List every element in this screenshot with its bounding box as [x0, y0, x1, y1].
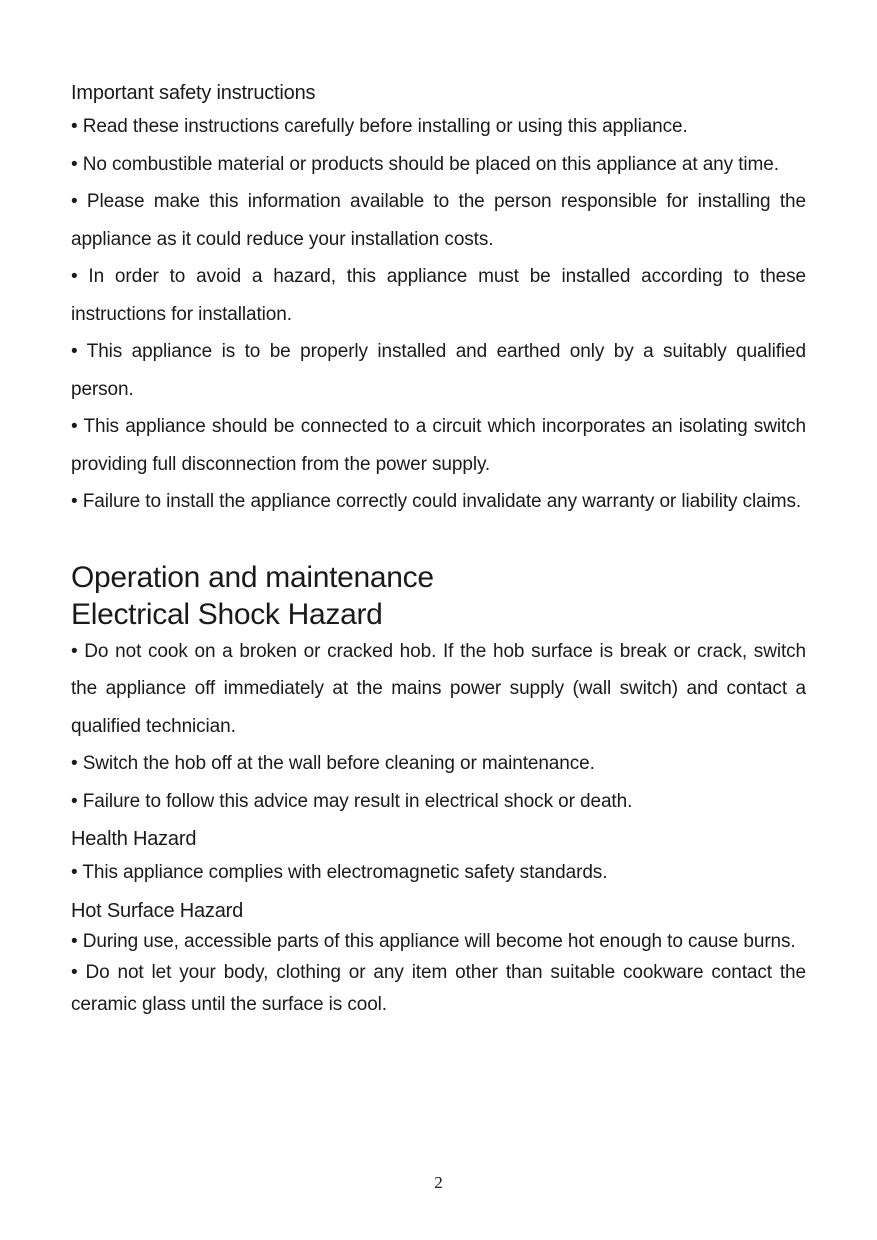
- safety-item-warranty: • Failure to install the appliance correctly could invalidate any warranty or liability claims.: [71, 491, 802, 512]
- safety-item-read: • Read these instructions carefully before installing or using this appliance.: [71, 116, 688, 137]
- safety-item-information: • Please make this information available to the person responsible for installing the appliance as it could reduce your installation costs.: [71, 191, 806, 250]
- health-item-electromagnetic: • This appliance complies with electromagnetic safety standards.: [71, 862, 608, 883]
- hot-surface-item-burns: • During use, accessible parts of this appliance will become hot enough to cause burns.: [71, 930, 796, 952]
- section-spacer: [71, 521, 806, 559]
- electrical-shock-heading: Electrical Shock Hazard: [71, 597, 383, 631]
- hot-surface-heading: Hot Surface Hazard: [71, 899, 244, 922]
- electrical-item-switch-off: • Switch the hob off at the wall before cleaning or maintenance.: [71, 753, 595, 774]
- safety-item-hazard-install: • In order to avoid a hazard, this appliance must be installed according to these instructions for installation.: [71, 266, 806, 325]
- health-hazard-heading: Health Hazard: [71, 828, 197, 850]
- document-page: [71, 78, 806, 1020]
- operation-maintenance-heading: Operation and maintenance: [71, 560, 434, 594]
- hot-surface-item-contact: • Do not let your body, clothing or any item other than suitable cookware contact the ceramic glass until the surface is cool.: [71, 962, 806, 1015]
- safety-instructions-heading: Important safety instructions: [71, 82, 316, 104]
- safety-item-qualified-person: • This appliance is to be properly installed and earthed only by a suitably qualified person.: [71, 341, 806, 400]
- safety-item-combustible: • No combustible material or products should be placed on this appliance at any time.: [71, 153, 779, 175]
- electrical-item-cracked-hob: • Do not cook on a broken or cracked hob. If the hob surface is break or crack, switch the appliance off immediately at the mains power supply (wall switch) and contact a qualified technician.: [71, 640, 806, 737]
- page-number: 2: [434, 1173, 443, 1192]
- safety-item-isolating-switch: • This appliance should be connected to a circuit which incorporates an isolating switch providing full disconnection from the power supply.: [71, 416, 806, 475]
- electrical-item-failure: • Failure to follow this advice may result in electrical shock or death.: [71, 790, 633, 812]
